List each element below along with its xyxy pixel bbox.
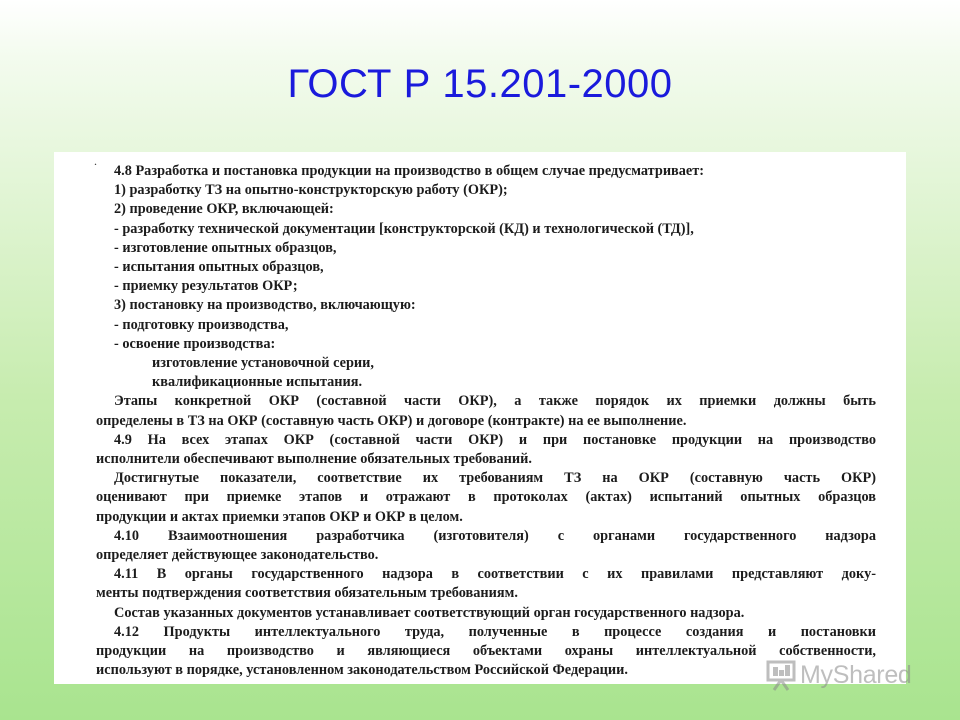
sub-item: - испытания опытных образцов, <box>114 259 324 276</box>
clause-4-9: 4.9 На всех этапах ОКР (составной части ОКР) и при постановке продукции на производство <box>114 431 876 448</box>
sub-item: - разработку технической документации [конструкторской (КД) и технологической (ТД)], <box>114 220 694 237</box>
paragraph-line: исполнители обеспечивают выполнение обязательных требований. <box>96 451 532 468</box>
paragraph-line: Этапы конкретной ОКР (составной части ОКР), а также порядок их приемки должны быть <box>114 393 876 410</box>
paragraph-line: определяет действующее законодательство. <box>96 547 379 564</box>
paragraph-line: используют в порядке, установленном законодательством Российской Федерации. <box>96 662 628 679</box>
stray-mark: . <box>94 154 97 168</box>
paragraph-line: определены в ТЗ на ОКР (составную часть ОКР) и договоре (контракте) на ее выполнение. <box>96 412 687 429</box>
clause-4-10: 4.10 Взаимоотношения разработчика (изготовителя) с органами государственного надзора <box>114 527 876 544</box>
sub-item: - освоение производства: <box>114 335 276 352</box>
myshared-watermark <box>766 656 912 694</box>
paragraph-line: Достигнутые показатели, соответствие их требованиям ТЗ на ОКР (составную часть ОКР) <box>114 470 876 487</box>
list-item-1: 1) разработку ТЗ на опытно-конструкторскую работу (ОКР); <box>114 182 508 199</box>
paragraph-line: Состав указанных документов устанавливает соответствующий орган государственного надзора. <box>114 604 745 621</box>
paragraph-line: продукции и актах приемки этапов ОКР и ОКР в целом. <box>96 508 463 525</box>
document-text <box>96 162 876 680</box>
paragraph-line: продукции на производство и являющиеся объектами охраны интеллектуальной собственности, <box>96 643 876 660</box>
sub-item: - подготовку производства, <box>114 316 289 333</box>
list-item-2: 2) проведение ОКР, включающей: <box>114 201 334 218</box>
clause-4-11: 4.11 В органы государственного надзора в соответствии с их правилами представляют доку- <box>114 566 876 583</box>
document-scan <box>54 152 906 684</box>
clause-4-8-heading: 4.8 Разработка и постановка продукции на производство в общем случае предусматривает: <box>114 163 705 179</box>
paragraph-line: оценивают при приемке этапов и отражают в протоколах (актах) испытаний опытных образцов <box>96 489 876 506</box>
nested-item: изготовление установочной серии, <box>152 355 374 372</box>
paragraph-line: менты подтверждения соответствия обязательным требованиям. <box>96 585 518 602</box>
nested-item: квалификационные испытания. <box>152 374 363 391</box>
sub-item: - изготовление опытных образцов, <box>114 239 337 256</box>
watermark-text: MyShared <box>800 660 912 689</box>
presentation-board-icon <box>766 659 796 691</box>
list-item-3: 3) постановку на производство, включающую: <box>114 297 416 314</box>
slide-title: ГОСТ Р 15.201-2000 <box>287 62 673 106</box>
clause-4-12: 4.12 Продукты интеллектуального труда, полученные в процессе создания и постановки <box>114 623 876 640</box>
sub-item: - приемку результатов ОКР; <box>114 278 298 295</box>
